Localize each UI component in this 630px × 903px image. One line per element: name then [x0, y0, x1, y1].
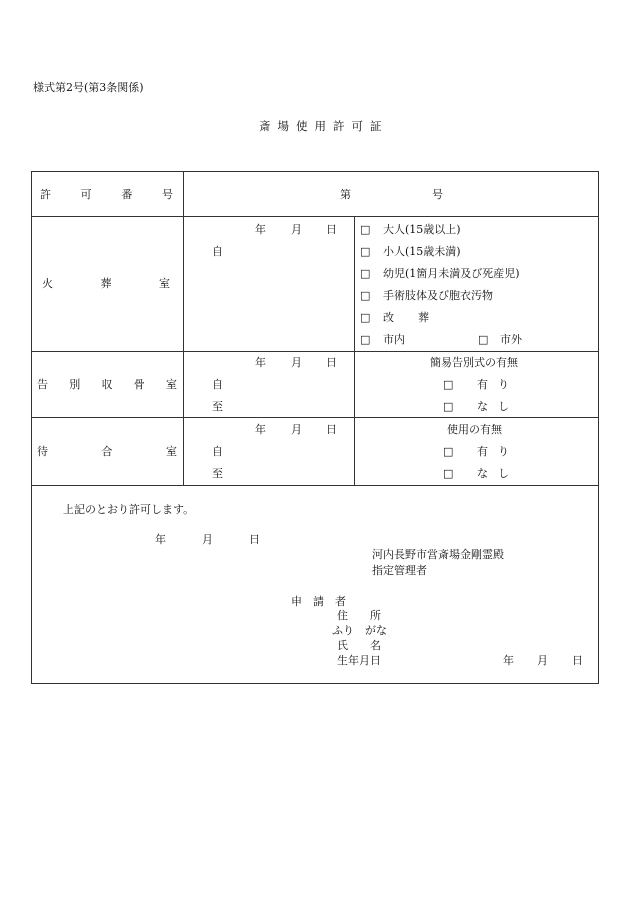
divider [31, 351, 599, 352]
date-year: 年 [155, 533, 166, 546]
option-no: な し [477, 400, 509, 413]
divider [31, 216, 599, 217]
from-label: 自 [212, 445, 223, 458]
option-child: 小人(15歳未満) [383, 245, 461, 258]
from-label: 自 [212, 245, 223, 258]
divider [183, 171, 184, 485]
date-month: 月 [291, 356, 302, 369]
checkbox[interactable]: □ [443, 400, 454, 413]
birthdate-label: 生年月日 [337, 654, 381, 667]
applicant-heading: 申 請 者 [291, 595, 346, 608]
option-no: な し [477, 467, 509, 480]
option-reburial: 改 葬 [383, 311, 429, 324]
waiting-room-label: 待 合 室 [37, 445, 177, 458]
divider [31, 417, 599, 418]
option-surgical: 手術肢体及び胞衣汚物 [383, 289, 493, 302]
cremation-room-label: 火 葬 室 [42, 277, 170, 290]
date-day: 日 [326, 423, 337, 436]
approval-statement: 上記のとおり許可します。 [63, 503, 195, 516]
date-month: 月 [202, 533, 213, 546]
checkbox[interactable]: □ [443, 445, 454, 458]
checkbox[interactable]: □ [360, 245, 371, 258]
option-adult: 大人(15歳以上) [383, 223, 461, 236]
checkbox[interactable]: □ [443, 378, 454, 391]
checkbox[interactable]: □ [443, 467, 454, 480]
waiting-question: 使用の有無 [447, 423, 502, 436]
checkbox[interactable]: □ [360, 333, 371, 346]
date-month: 月 [291, 423, 302, 436]
permit-number-label: 許 可 番 号 [40, 188, 173, 201]
from-label: 自 [212, 378, 223, 391]
name-label: 氏 名 [337, 639, 381, 652]
date-year: 年 [255, 223, 266, 236]
option-city-out: 市外 [500, 333, 522, 346]
date-year: 年 [255, 423, 266, 436]
permit-number-go: 号 [432, 188, 443, 201]
issuer-name: 河内長野市営斎場金剛霊殿 [372, 548, 504, 561]
date-year: 年 [255, 356, 266, 369]
address-label: 住 所 [337, 609, 381, 622]
divider [354, 216, 355, 485]
to-label: 至 [212, 400, 223, 413]
checkbox[interactable]: □ [360, 289, 371, 302]
furigana-label: ふり がな [332, 624, 387, 637]
to-label: 至 [212, 467, 223, 480]
option-yes: 有 り [477, 378, 509, 391]
date-year: 年 [503, 654, 514, 667]
form-number-label: 様式第2号(第3条関係) [33, 81, 144, 94]
option-city-in: 市内 [383, 333, 405, 346]
date-month: 月 [537, 654, 548, 667]
date-day: 日 [572, 654, 583, 667]
permit-number-dai: 第 [340, 188, 351, 201]
farewell-question: 簡易告別式の有無 [430, 356, 518, 369]
date-month: 月 [291, 223, 302, 236]
checkbox[interactable]: □ [478, 333, 489, 346]
date-day: 日 [249, 533, 260, 546]
page-title: 斎場使用許可証 [259, 119, 389, 133]
checkbox[interactable]: □ [360, 223, 371, 236]
option-yes: 有 り [477, 445, 509, 458]
option-infant: 幼児(1箇月未満及び死産児) [383, 267, 520, 280]
farewell-room-label: 告 別 収 骨 室 [37, 378, 177, 391]
divider [31, 485, 599, 486]
checkbox[interactable]: □ [360, 311, 371, 324]
checkbox[interactable]: □ [360, 267, 371, 280]
date-day: 日 [326, 223, 337, 236]
issuer-role: 指定管理者 [372, 564, 427, 577]
date-day: 日 [326, 356, 337, 369]
